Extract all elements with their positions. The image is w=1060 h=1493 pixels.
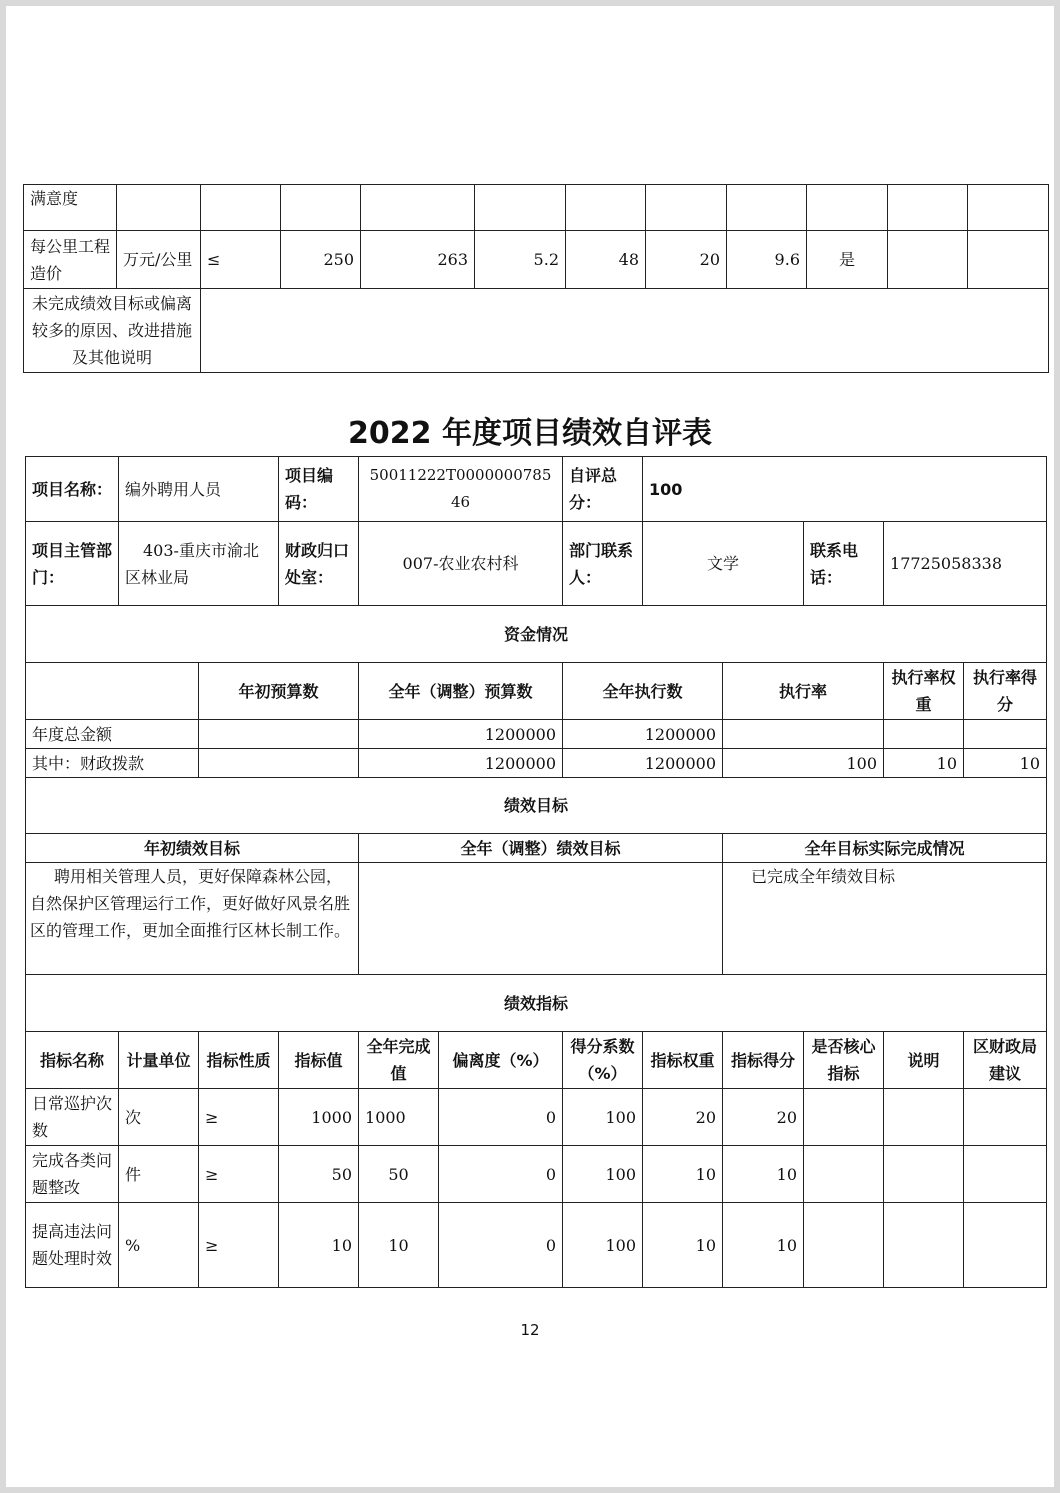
contact-value: 文学 (643, 522, 804, 606)
project-code: 50011222T000000078546 (359, 457, 563, 522)
indicator-weight: 20 (643, 1089, 723, 1146)
page-number: 12 (520, 1321, 540, 1339)
header-deviation: 偏离度（%） (439, 1032, 563, 1089)
header-target: 指标值 (279, 1032, 359, 1089)
reason-label: 未完成绩效目标或偏离较多的原因、改进措施及其他说明 (24, 289, 201, 373)
indicator-advice (964, 1146, 1047, 1203)
indicator-actual: 1000 (359, 1089, 439, 1146)
indicator-core: 是 (807, 231, 888, 289)
indicator-core (804, 1146, 884, 1203)
indicator-deviation: 0 (439, 1089, 563, 1146)
indicator-score: 9.6 (727, 231, 807, 289)
funds-row (26, 749, 1047, 778)
funds-section-title: 资金情况 (26, 606, 1047, 663)
indicator-deviation: 5.2 (475, 231, 566, 289)
header-unit: 计量单位 (119, 1032, 199, 1089)
header-note: 说明 (884, 1032, 964, 1089)
indicator-score: 10 (723, 1146, 804, 1203)
table-row (24, 289, 1049, 373)
goals-adjusted (359, 863, 723, 975)
header-advice: 区财政局建议 (964, 1032, 1047, 1089)
indicator-unit: 件 (119, 1146, 199, 1203)
indicator-name: 提高违法问题处理时效 (26, 1203, 119, 1288)
indicators-section-row (26, 975, 1047, 1032)
header-indicator-name: 指标名称 (26, 1032, 119, 1089)
dept-value: 403-重庆市渝北区林业局 (119, 522, 279, 606)
project-name: 编外聘用人员 (119, 457, 279, 522)
table-row (24, 185, 1049, 231)
table-row (24, 231, 1049, 289)
goals-header-initial: 年初绩效目标 (26, 834, 359, 863)
table-row (26, 1146, 1047, 1203)
indicator-unit: % (119, 1203, 199, 1288)
indicator-actual: 10 (359, 1203, 439, 1288)
indicator-weight: 10 (643, 1203, 723, 1288)
header-nature: 指标性质 (199, 1032, 279, 1089)
indicator-name: 完成各类问题整改 (26, 1146, 119, 1203)
table-row (26, 1089, 1047, 1146)
funds-row-name: 年度总金额 (26, 720, 199, 749)
funds-header-initial: 年初预算数 (199, 663, 359, 720)
info-row-1 (26, 457, 1047, 522)
funds-initial (199, 749, 359, 778)
header-weight: 指标权重 (643, 1032, 723, 1089)
funds-score (964, 720, 1047, 749)
indicator-name: 满意度 (24, 185, 117, 231)
indicator-score: 10 (723, 1203, 804, 1288)
funds-weight: 10 (884, 749, 964, 778)
indicator-core (804, 1089, 884, 1146)
funds-header-blank (26, 663, 199, 720)
indicator-coefficient: 100 (563, 1146, 643, 1203)
indicator-weight: 10 (643, 1146, 723, 1203)
indicator-name: 日常巡护次数 (26, 1089, 119, 1146)
indicator-target: 10 (279, 1203, 359, 1288)
funds-section-row (26, 606, 1047, 663)
header-actual: 全年完成值 (359, 1032, 439, 1089)
goals-header-row (26, 834, 1047, 863)
indicator-unit: 万元/公里 (117, 231, 201, 289)
header-core: 是否核心指标 (804, 1032, 884, 1089)
indicator-actual: 50 (359, 1146, 439, 1203)
funds-row-name: 其中：财政拨款 (26, 749, 199, 778)
phone-value: 17725058338 (884, 522, 1047, 606)
header-coefficient: 得分系数（%） (563, 1032, 643, 1089)
reason-content (201, 289, 1049, 373)
funds-rate: 100 (723, 749, 884, 778)
indicator-coefficient: 100 (563, 1089, 643, 1146)
table-row (26, 1203, 1047, 1288)
funds-executed: 1200000 (563, 749, 723, 778)
indicator-deviation: 0 (439, 1203, 563, 1288)
funds-executed: 1200000 (563, 720, 723, 749)
project-name-label: 项目名称： (26, 457, 119, 522)
funds-score: 10 (964, 749, 1047, 778)
indicator-name: 每公里工程造价 (24, 231, 117, 289)
indicator-coefficient: 100 (563, 1203, 643, 1288)
funds-initial (199, 720, 359, 749)
goals-content-row (26, 863, 1047, 975)
goals-header-actual: 全年目标实际完成情况 (723, 834, 1047, 863)
indicator-coefficient: 48 (566, 231, 646, 289)
project-code-label: 项目编码： (279, 457, 359, 522)
funds-header-adjusted: 全年（调整）预算数 (359, 663, 563, 720)
indicator-score: 20 (723, 1089, 804, 1146)
page-title: 2022 年度项目绩效自评表 (348, 416, 712, 451)
funds-header-row (26, 663, 1047, 720)
finance-label: 财政归口处室： (279, 522, 359, 606)
indicator-nature: ≥ (199, 1089, 279, 1146)
indicator-target: 1000 (279, 1089, 359, 1146)
funds-weight (884, 720, 964, 749)
indicator-deviation: 0 (439, 1146, 563, 1203)
funds-header-rate: 执行率 (723, 663, 884, 720)
goals-section-row (26, 778, 1047, 834)
header-score: 指标得分 (723, 1032, 804, 1089)
dept-label: 项目主管部门： (26, 522, 119, 606)
funds-rate (723, 720, 884, 749)
finance-value: 007-农业农村科 (359, 522, 563, 606)
evaluation-table (25, 456, 1047, 1288)
funds-header-weight: 执行率权重 (884, 663, 964, 720)
indicator-note (884, 1203, 964, 1288)
funds-header-executed: 全年执行数 (563, 663, 723, 720)
indicator-target: 250 (281, 231, 361, 289)
previous-indicator-table (23, 184, 1049, 373)
contact-label: 部门联系人： (563, 522, 643, 606)
funds-row (26, 720, 1047, 749)
goals-actual: 已完成全年绩效目标 (723, 863, 1047, 975)
indicator-weight: 20 (646, 231, 727, 289)
indicator-note (884, 1146, 964, 1203)
indicator-nature: ≥ (199, 1203, 279, 1288)
funds-adjusted: 1200000 (359, 749, 563, 778)
goals-initial: 聘用相关管理人员，更好保障森林公园，自然保护区管理运行工作，更好做好风景名胜区的管理工作，更加全面推行区林长制工作。 (26, 863, 359, 975)
score-label: 自评总分： (563, 457, 643, 522)
funds-adjusted: 1200000 (359, 720, 563, 749)
indicator-note (884, 1089, 964, 1146)
info-row-2 (26, 522, 1047, 606)
indicators-header-row (26, 1032, 1047, 1089)
funds-header-score: 执行率得分 (964, 663, 1047, 720)
goals-section-title: 绩效目标 (26, 778, 1047, 834)
indicator-nature: ≥ (199, 1146, 279, 1203)
indicator-actual: 263 (361, 231, 475, 289)
indicator-unit: 次 (119, 1089, 199, 1146)
phone-label: 联系电话： (804, 522, 884, 606)
indicator-advice (964, 1089, 1047, 1146)
indicator-advice (964, 1203, 1047, 1288)
total-score: 100 (643, 457, 1047, 522)
indicator-nature: ≤ (201, 231, 281, 289)
indicator-target: 50 (279, 1146, 359, 1203)
indicator-core (804, 1203, 884, 1288)
indicators-section-title: 绩效指标 (26, 975, 1047, 1032)
goals-header-adjusted: 全年（调整）绩效目标 (359, 834, 723, 863)
